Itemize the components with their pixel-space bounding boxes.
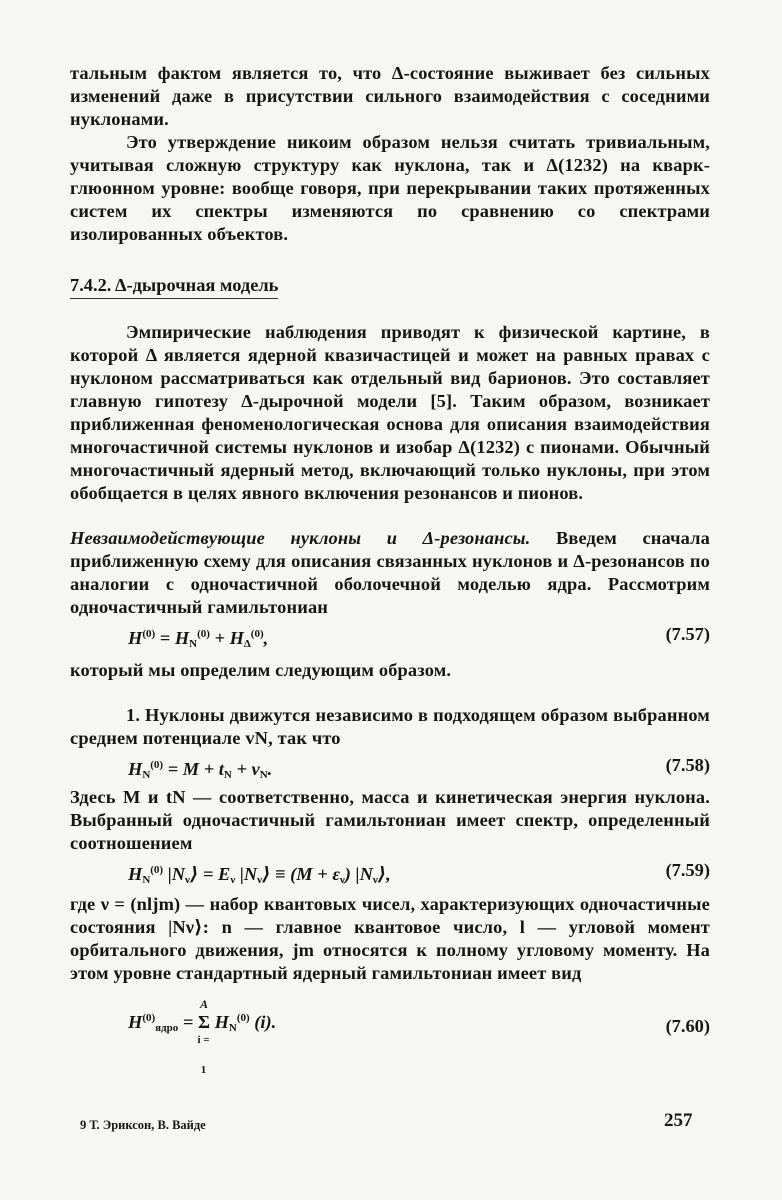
sum-upper-limit: A (199, 997, 208, 1011)
paragraph-1: тальным фактом является то, что Δ-состояние выживает без сильных изменений даже в присутствии сильного взаимодействия с соседними нуклонами. (70, 63, 710, 129)
paragraph-7: Здесь M и tN — соответственно, масса и кинетическая энергия нуклона. Выбранный одночастичный гамильтониан имеет спектр, определенный соотношением (70, 787, 710, 853)
equation-7-57-expression: $H^{(0)} = H_N^{(0)} + H_\Delta^{(0)}$, (128, 628, 269, 650)
equation-7-59 (70, 855, 710, 885)
paragraph-4-text: Введем сначала приближенную схему для описания связанных нуклонов и Δ-резонансов по аналогии с одночастичной оболочечной моделью ядра. Рассмотрим одночастичный гамильтониан (70, 528, 710, 617)
paragraph-4-italic-lead: Невзаимодействующие нуклоны и Δ-резонансы. (70, 528, 531, 548)
paragraph-4 (70, 527, 710, 619)
footer-signature: 9 Т. Эриксон, В. Вайде (80, 1118, 206, 1132)
equation-7-57-number: (7.57) (665, 624, 710, 644)
section-title: 7.4.2. Δ-дырочная модель (70, 274, 278, 299)
summation-symbol: Σ A i = 1 (198, 1007, 210, 1037)
equation-7-58 (70, 750, 710, 780)
equation-7-58-number: (7.58) (665, 755, 710, 775)
equation-7-60 (70, 995, 710, 1076)
equation-7-60-expression: $H^{(0)}_{ядро} = \Sigma$ A i = 1 $H_N^{(0)}$ (i). (128, 1003, 276, 1043)
equation-7-60-number: (7.60) (665, 1016, 710, 1036)
paragraph-3: Эмпирические наблюдения приводят к физической картине, в которой Δ является ядерной квазичастицей и может на равных правах с нуклоном рассматриваться как отдельный вид барионов. Это составляет главную гипотезу Δ-дырочной модели [5]. Таким образом, возникает приближенная феноменологическая основа для описания взаимодействия многочастичной системы нуклонов и изобар Δ(1232) с пионами. Обычный многочастичный ядерный метод, включающий только нуклоны, при этом обобщается в целях явного включения резонансов и пионов. (70, 322, 710, 503)
paragraph-5: который мы определим следующим образом. (70, 660, 452, 680)
paragraph-8: где ν = (nljm) — набор квантовых чисел, характеризующих одночастичные состояния |Nν⟩: n — главное квантовое число, l — угловой момент орбитального движения, jm относятся к полному угловому моменту. На этом уровне стандартный ядерный гамильтониан имеет вид (70, 894, 710, 983)
paragraph-6: 1. Нуклоны движутся независимо в подходящем образом выбранном среднем потенциале vN, так что (70, 705, 710, 748)
paragraph-2: Это утверждение никоим образом нельзя считать тривиальным, учитывая сложную структуру как нуклона, так и Δ(1232) на кварк-глюонном уровне: вообще говоря, при перекрывании таких протяженных систем их спектры изменяются по сравнению со спектрами изолированных объектов. (70, 132, 710, 244)
equation-7-59-expression: $H_N^{(0)}$ $|N_\nu⟩ = E_\nu$ $|N_\nu⟩ \equiv (M + \varepsilon_\nu)$ $|N_\nu⟩$, (128, 864, 391, 886)
equation-7-59-number: (7.59) (665, 860, 710, 880)
page-body (70, 62, 710, 1076)
equation-7-57 (70, 619, 710, 649)
equation-7-58-expression: $H_N^{(0)} = M + t_N + v_N$. (128, 759, 273, 781)
sum-lower-limit: i = 1 (197, 1034, 210, 1076)
page-number: 257 (664, 1110, 693, 1131)
section-heading (70, 246, 710, 299)
